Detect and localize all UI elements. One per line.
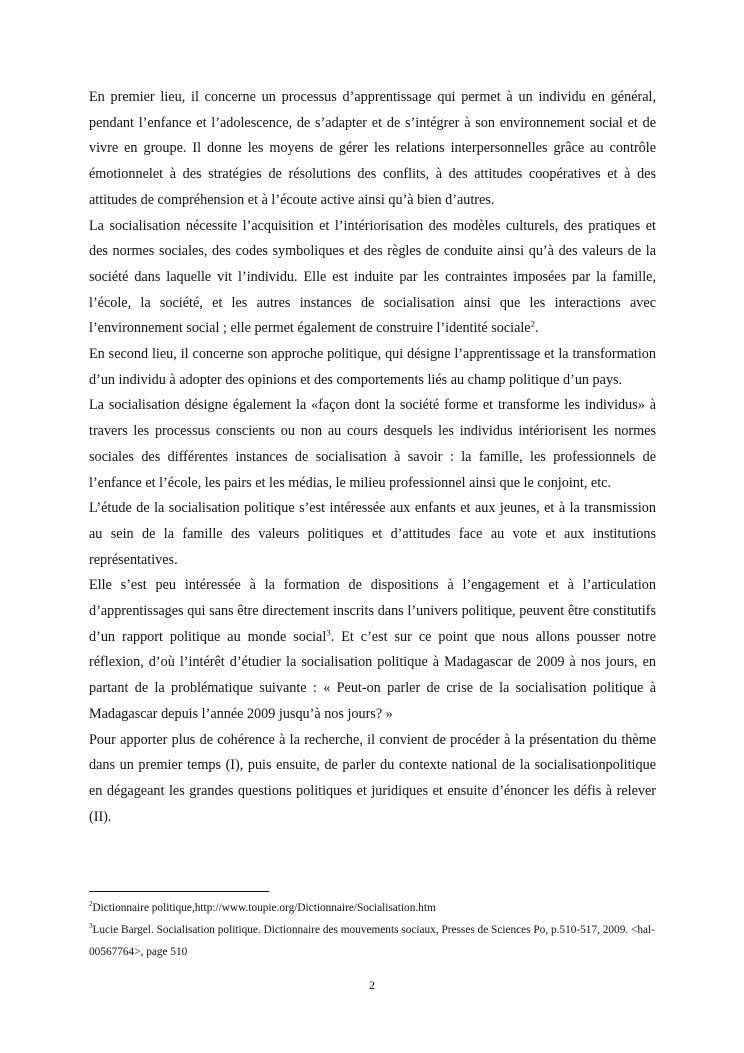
paragraph-2 — [89, 214, 656, 343]
footnote-number: 2 — [89, 900, 93, 909]
paragraph-text: La socialisation nécessite l’acquisition et l’intériorisation des modèles culturels, des pratiques et des normes sociales, des codes symboliques et des règles de conduite ainsi qu’à des valeurs de la société dans laquelle vit l’individu. Elle est induite par les contraintes imposées par la famille, l’école, la société, et les autres instances de socialisation ainsi que les interactions avec l’environnement social ; elle permet également de construire l’identité sociale — [89, 217, 656, 337]
paragraph-3 — [89, 342, 656, 393]
paragraph-7 — [89, 728, 656, 831]
footnote-text: Dictionnaire politique,http://www.toupie.org/Dictionnaire/Socialisation.htm — [92, 902, 436, 914]
body-text — [89, 85, 656, 830]
paragraph-text: En premier lieu, il concerne un processus d’apprentissage qui permet à un individu en général, pendant l’enfance et l’adolescence, de s’adapter et de s’intégrer à son environnement social et de vivre en groupe. Il donne les moyens de gérer les relations interpersonnelles grâce au contrôle émotionnelet à des stratégies de résolutions des conflits, à des attitudes coopératives et à des attitudes de compréhension et à l’écoute active ainsi qu’à bien d’autres. — [89, 89, 656, 208]
paragraph-text: Pour apporter plus de cohérence à la recherche, il convient de procéder à la présentation du thème dans un premier temps (I), puis ensuite, de parler du contexte national de la socialisationpolitique en dégageant les grandes questions politiques et juridiques et ensuite d’énoncer les défis à relever (II). — [89, 731, 656, 825]
footnote-reference: 3 — [326, 627, 331, 638]
paragraph-1 — [89, 85, 656, 214]
paragraph-4 — [89, 393, 656, 496]
footnotes — [89, 897, 656, 963]
footnote — [89, 897, 656, 919]
paragraph-6 — [89, 573, 656, 727]
footnote — [89, 919, 656, 963]
paragraph-text: En second lieu, il concerne son approche politique, qui désigne l’apprentissage et la transformation d’un individu à adopter des opinions et des comportements liés au champ politique d’un pays. — [89, 346, 656, 388]
footnote-separator — [89, 891, 269, 892]
page-number: 2 — [369, 978, 375, 992]
paragraph-text: La socialisation désigne également la «façon dont la société forme et transforme les individus» à travers les processus conscients ou non au cours desquels les individus intériorisent les normes sociales des différentes instances de socialisation à savoir : la famille, les professionnels de l’enfance et l’école, les pairs et les médias, le milieu professionnel ainsi que le conjoint, etc. — [89, 397, 656, 491]
footnote-number: 3 — [89, 922, 93, 931]
footnote-reference: 2 — [530, 318, 536, 329]
paragraph-text-continued: . Et c’est sur ce point que nous allons pousser notre réflexion, d’où l’intérêt d’étudier la socialisation politique à Madagascar de 2009 à nos jours, en partant de la problématique suivante : « Peut-on parler de crise de la socialisation politique à Madagascar depuis l’année 2009 jusqu’à nos jours? » — [89, 628, 656, 722]
paragraph-text: Elle s’est peu intéressée à la formation de dispositions à l’engagement et à l’articulation d’apprentissages qui sans être directement inscrits dans l’univers politique, peuvent être constitutifs d’un rapport politique au monde social — [89, 577, 656, 645]
paragraph-5 — [89, 496, 656, 573]
paragraph-text: L’étude de la socialisation politique s’est intéressée aux enfants et aux jeunes, et à la transmission au sein de la famille des valeurs politiques et d’attitudes face au vote et aux institutions représentatives. — [89, 500, 656, 568]
footnote-text: Lucie Bargel. Socialisation politique. Dictionnaire des mouvements sociaux, Presses de Sciences Po, p.510-517, 2009. <hal-00567764>, page 510 — [89, 924, 655, 958]
paragraph-text-continued: . — [535, 320, 539, 337]
